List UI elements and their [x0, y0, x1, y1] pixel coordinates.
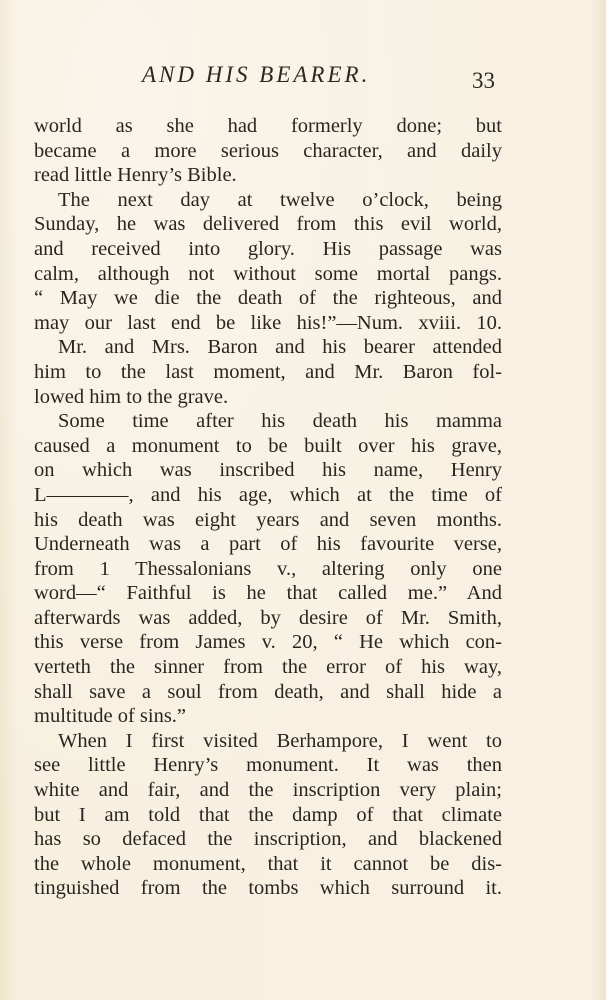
text-line: his death was eight years and seven months.	[34, 508, 502, 531]
text-line: see little Henry’s monument. It was then	[34, 754, 502, 777]
text-line: this verse from James v. 20, “ He which con-	[34, 631, 502, 654]
text-line: read little Henry’s Bible.	[34, 164, 237, 187]
text-line: but I am told that the damp of that climate	[34, 803, 502, 826]
text-line: lowed him to the grave.	[34, 385, 229, 408]
text-line: word—“ Faithful is he that called me.” And	[34, 582, 502, 605]
body-text	[34, 114, 502, 901]
text-line: on which was inscribed his name, Henry	[34, 459, 502, 482]
text-line: world as she had formerly done; but	[34, 115, 502, 137]
text-line: Sunday, he was delivered from this evil world,	[34, 213, 502, 236]
text-line: him to the last moment, and Mr. Baron fol-	[34, 360, 502, 383]
text-line: The next day at twelve o’clock, being	[58, 188, 502, 211]
text-line: afterwards was added, by desire of Mr. Smith,	[34, 606, 502, 629]
text-line: Some time after his death his mamma	[58, 410, 502, 433]
text-line: caused a monument to be built over his grave,	[34, 434, 502, 457]
text-line: Underneath was a part of his favourite verse,	[34, 533, 502, 556]
text-line: may our last end be like his!”—Num. xviii. 10.	[34, 311, 502, 334]
text-line: verteth the sinner from the error of his way,	[34, 656, 502, 679]
text-line: “ May we die the death of the righteous, and	[34, 287, 502, 310]
text-line: white and fair, and the inscription very plain;	[34, 779, 502, 802]
text-line: shall save a soul from death, and shall hide a	[34, 680, 502, 703]
page-number: 33	[472, 68, 495, 93]
running-title: AND HIS BEARER.	[142, 62, 371, 87]
text-line: the whole monument, that it cannot be dis-	[34, 852, 502, 875]
text-line: Mr. and Mrs. Baron and his bearer attended	[58, 336, 502, 359]
text-line: has so defaced the inscription, and blackened	[34, 828, 502, 851]
text-line: calm, although not without some mortal pangs.	[34, 262, 502, 285]
page-header	[34, 58, 504, 98]
text-line: When I first visited Berhampore, I went to	[58, 729, 502, 752]
text-line: multitude of sins.”	[34, 705, 187, 728]
text-line: became a more serious character, and daily	[34, 139, 502, 162]
text-line: from 1 Thessalonians v., altering only one	[34, 557, 502, 580]
text-line: and received into glory. His passage was	[34, 237, 502, 260]
text-line: L————, and his age, which at the time of	[34, 483, 502, 506]
text-line: tinguished from the tombs which surround it.	[34, 877, 502, 900]
